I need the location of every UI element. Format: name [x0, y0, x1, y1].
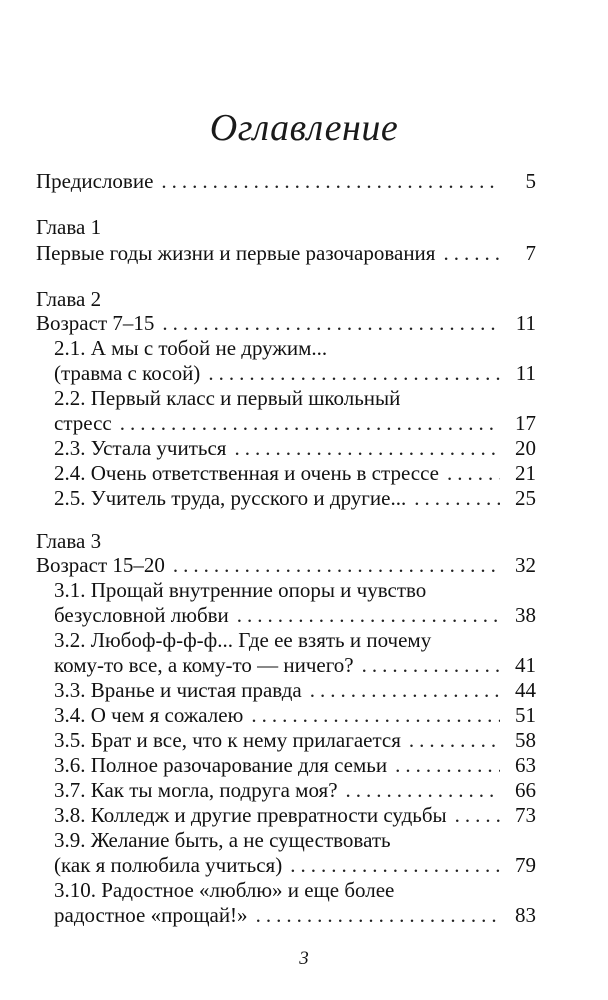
toc-entry-label: Предисловие — [36, 169, 154, 193]
chapter-heading: Глава 3 — [36, 529, 102, 553]
dot-leader — [290, 852, 500, 878]
toc-page-number: 66 — [515, 778, 536, 802]
toc-page-number: 20 — [515, 436, 536, 460]
dot-leader — [161, 168, 500, 194]
toc-entry-3-7[interactable] — [54, 777, 536, 803]
toc-entry-line[interactable]: 3.10. Радостное «люблю» и еще более — [54, 878, 395, 902]
toc-entry-label: Возраст 7–15 — [36, 311, 155, 335]
toc-page-number: 41 — [515, 653, 536, 677]
toc-entry-3-2[interactable] — [54, 652, 536, 678]
toc-entry-chapter-2[interactable] — [36, 310, 536, 336]
toc-entry-line[interactable]: 3.1. Прощай внутренние опоры и чувство — [54, 578, 427, 602]
toc-entry-2-3[interactable] — [54, 435, 536, 461]
toc-entry-chapter-3[interactable] — [36, 552, 536, 578]
dot-leader — [362, 652, 500, 678]
toc-entry-label: 2.3. Устала учиться — [54, 436, 227, 460]
toc-page-number: 73 — [515, 803, 536, 827]
dot-leader — [346, 777, 500, 803]
dot-leader — [173, 552, 500, 578]
toc-page-number: 25 — [515, 486, 536, 510]
toc-entry-label: 2.5. Учитель труда, русского и другие... — [54, 486, 407, 510]
toc-entry-label: (как я полюбила учиться) — [54, 853, 283, 877]
toc-entry-label: 3.7. Как ты могла, подруга моя? — [54, 778, 338, 802]
toc-page-number: 11 — [515, 361, 536, 385]
toc-entry-label: 3.5. Брат и все, что к нему прилагается — [54, 728, 401, 752]
toc-page-number: 7 — [525, 241, 536, 265]
chapter-heading: Глава 2 — [36, 287, 102, 311]
toc-entry-label: безусловной любви — [54, 603, 229, 627]
toc-page-number: 83 — [515, 903, 536, 927]
dot-leader — [251, 702, 500, 728]
dot-leader — [120, 410, 500, 436]
toc-entry-3-8[interactable] — [54, 802, 536, 828]
chapter-heading: Глава 1 — [36, 215, 102, 239]
dot-leader — [237, 602, 500, 628]
toc-page-number: 21 — [515, 461, 536, 485]
toc-page-number: 32 — [515, 553, 536, 577]
toc-entry-label: стресс — [54, 411, 112, 435]
dot-leader — [256, 902, 500, 928]
dot-leader — [414, 485, 500, 511]
toc-entry-3-10[interactable] — [54, 902, 536, 928]
toc-entry-label: 3.4. О чем я сожалею — [54, 703, 244, 727]
toc-entry-2-4[interactable] — [54, 460, 536, 486]
toc-entry-label: 2.4. Очень ответственная и очень в стрессе — [54, 461, 440, 485]
toc-entry-line[interactable]: 2.2. Первый класс и первый школьный — [54, 386, 401, 410]
toc-entry-3-3[interactable] — [54, 677, 536, 703]
toc-entry-line[interactable]: 2.1. А мы с тобой не дружим... — [54, 336, 328, 360]
toc-page-number: 79 — [515, 853, 536, 877]
toc-entry-line[interactable]: 3.9. Желание быть, а не существовать — [54, 828, 391, 852]
toc-entry-label: кому-то все, а кому-то — ничего? — [54, 653, 354, 677]
toc-page-number: 11 — [515, 311, 536, 335]
page-title: Оглавление — [209, 107, 399, 149]
toc-entry-3-5[interactable] — [54, 727, 536, 753]
toc-entry-3-4[interactable] — [54, 702, 536, 728]
toc-entry-label: Первые годы жизни и первые разочарования — [36, 241, 436, 265]
dot-leader — [443, 240, 500, 266]
toc-entry-2-2[interactable] — [54, 410, 536, 436]
toc-entry-preface[interactable] — [36, 168, 536, 194]
dot-leader — [234, 435, 500, 461]
toc-entry-label: (травма с косой) — [54, 361, 201, 385]
toc-entry-3-1[interactable] — [54, 602, 536, 628]
toc-entry-2-1[interactable] — [54, 360, 536, 386]
page-number-footer: 3 — [299, 948, 309, 969]
dot-leader — [447, 460, 500, 486]
dot-leader — [162, 310, 500, 336]
toc-page-number: 5 — [525, 169, 536, 193]
toc-page-number: 44 — [515, 678, 536, 702]
toc-entry-3-9[interactable] — [54, 852, 536, 878]
toc-entry-label: Возраст 15–20 — [36, 553, 165, 577]
dot-leader — [208, 360, 500, 386]
toc-page-number: 38 — [515, 603, 536, 627]
toc-page-number: 17 — [515, 411, 536, 435]
toc-page-number: 51 — [515, 703, 536, 727]
toc-entry-3-6[interactable] — [54, 752, 536, 778]
dot-leader — [310, 677, 500, 703]
toc-entry-chapter-1[interactable] — [36, 240, 536, 266]
toc-entry-2-5[interactable] — [54, 485, 536, 511]
dot-leader — [409, 727, 500, 753]
toc-entry-label: 3.6. Полное разочарование для семьи — [54, 753, 388, 777]
toc-entry-line[interactable]: 3.2. Любоф-ф-ф-ф... Где ее взять и почему — [54, 628, 432, 652]
toc-entry-label: радостное «прощай!» — [54, 903, 248, 927]
toc-entry-label: 3.8. Колледж и другие превратности судьбы — [54, 803, 447, 827]
toc-page-number: 63 — [515, 753, 536, 777]
toc-entry-label: 3.3. Вранье и чистая правда — [54, 678, 302, 702]
toc-page-number: 58 — [515, 728, 536, 752]
dot-leader — [395, 752, 500, 778]
dot-leader — [455, 802, 500, 828]
